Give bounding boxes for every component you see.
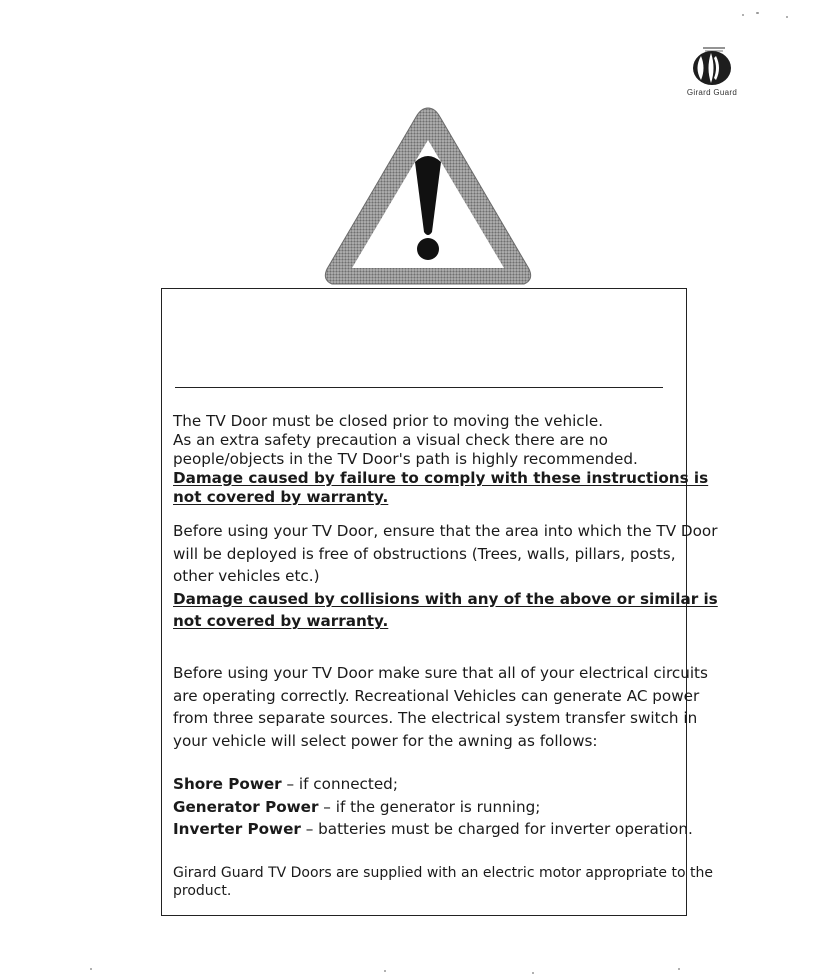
text-line: your vehicle will select power for the awning as follows: xyxy=(173,731,598,750)
power-source-name: Inverter Power xyxy=(173,820,301,839)
logo-text: Girard Guard xyxy=(686,88,738,97)
warranty-warning: Damage caused by failure to comply with these instructions is xyxy=(173,469,709,487)
text-line: will be deployed is free of obstructions (Trees, walls, pillars, posts, xyxy=(173,544,676,563)
text-line: people/objects in the TV Door's path is highly recommended. xyxy=(173,450,638,468)
brand-logo xyxy=(680,44,744,97)
footer-note xyxy=(173,865,713,900)
power-source-desc: – batteries must be charged for inverter operation. xyxy=(300,820,693,839)
girard-guard-logo-icon xyxy=(685,44,739,88)
power-source-desc: – if connected; xyxy=(281,775,398,793)
paragraph-electrical xyxy=(173,662,708,752)
paragraph-obstructions xyxy=(173,520,718,633)
warranty-warning: not covered by warranty. xyxy=(173,488,389,506)
power-source-desc: – if the generator is running; xyxy=(318,797,541,816)
text-line: Before using your TV Door, ensure that the area into which the TV Door xyxy=(173,522,718,540)
warranty-warning: Damage caused by collisions with any of the above or similar is xyxy=(173,589,718,608)
text-line: Before using your TV Door make sure that all of your electrical circuits xyxy=(173,664,708,682)
text-line: product. xyxy=(173,882,232,899)
power-source-item xyxy=(173,773,693,796)
paragraph-door-closed xyxy=(173,412,708,507)
text-line: other vehicles etc.) xyxy=(173,567,320,586)
power-source-list xyxy=(173,773,693,841)
instructions-panel xyxy=(161,288,718,916)
power-source-name: Generator Power xyxy=(173,797,319,816)
text-line: The TV Door must be closed prior to moving the vehicle. xyxy=(173,412,604,430)
power-source-item xyxy=(173,796,693,819)
text-line: As an extra safety precaution a visual check there are no xyxy=(173,431,608,449)
divider xyxy=(175,387,663,388)
text-line: Girard Guard TV Doors are supplied with an electric motor appropriate to the xyxy=(173,865,713,881)
power-source-name: Shore Power xyxy=(173,775,282,793)
text-line: from three separate sources. The electrical system transfer switch in xyxy=(173,709,698,728)
warning-triangle-icon xyxy=(322,104,534,290)
warranty-warning: not covered by warranty. xyxy=(173,612,389,631)
text-line: are operating correctly. Recreational Vehicles can generate AC power xyxy=(173,686,700,705)
power-source-item xyxy=(173,818,693,841)
